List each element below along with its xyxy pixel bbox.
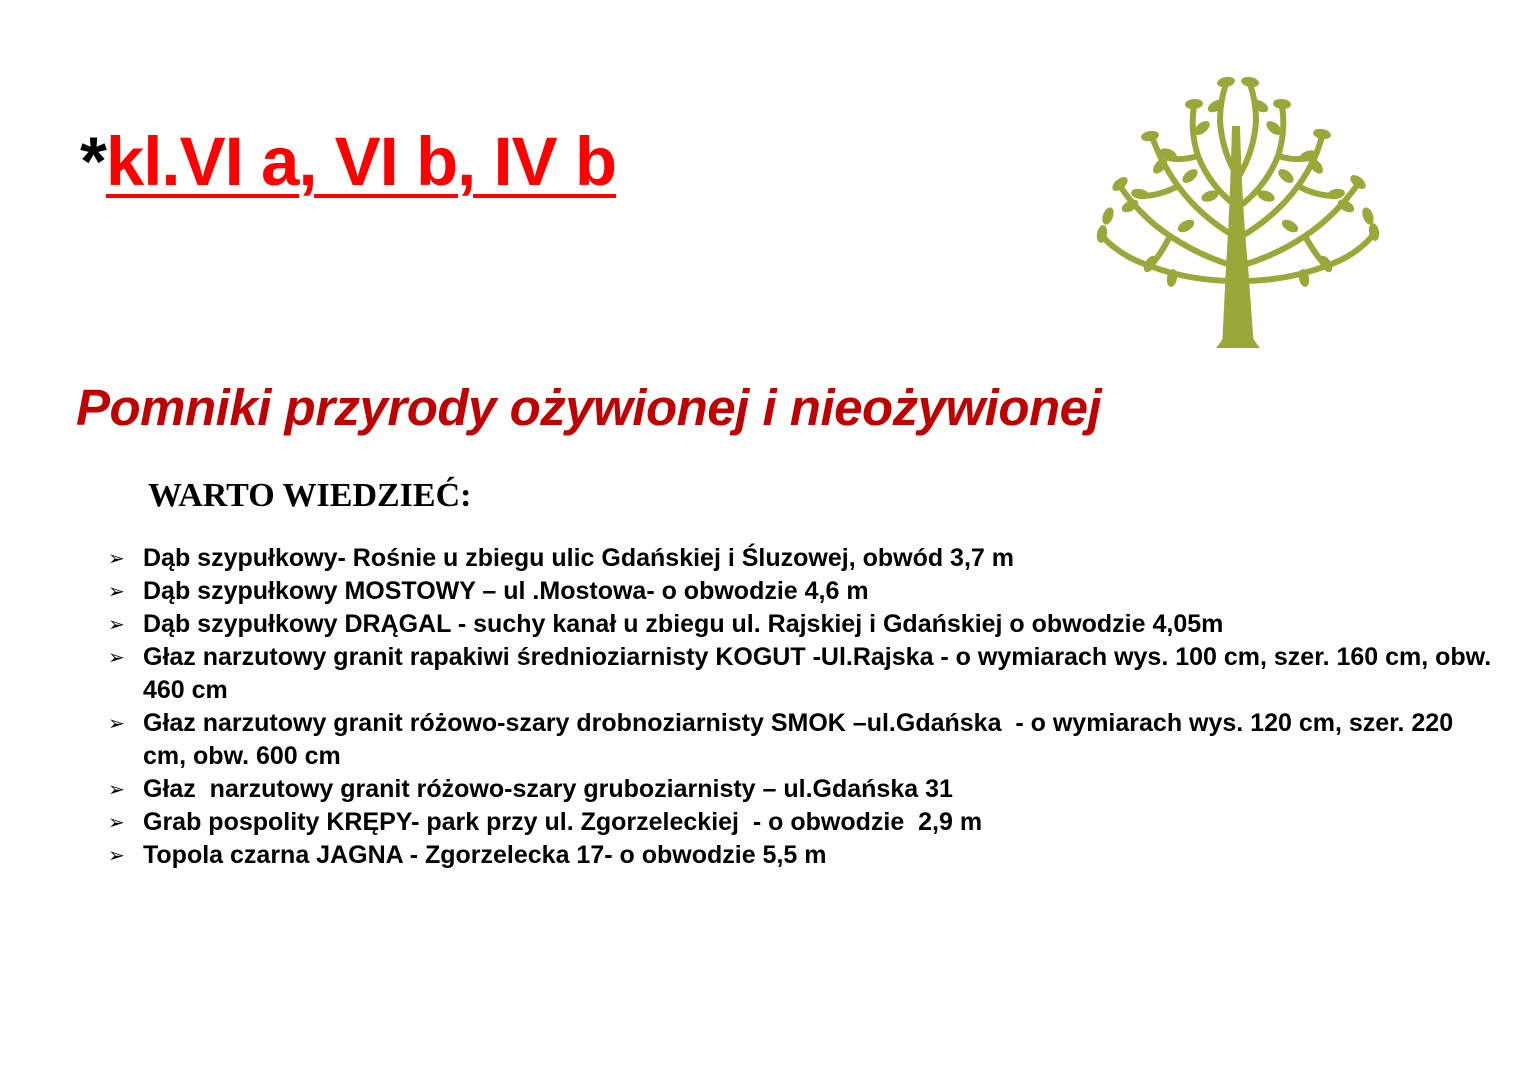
- list-item-text: Głaz narzutowy granit różowo-szary gruboziarnisty – ul.Gdańska 31: [143, 775, 953, 803]
- list-item: [108, 641, 1498, 707]
- section-heading: WARTO WIEDZIEĆ:: [148, 477, 472, 514]
- list-item: [108, 608, 1498, 641]
- list-item-text: Dąb szypułkowy MOSTOWY – ul .Mostowa- o obwodzie 4,6 m: [143, 577, 869, 605]
- page-title: [80, 122, 616, 202]
- list-item-text: Topola czarna JAGNA - Zgorzelecka 17- o obwodzie 5,5 m: [143, 841, 827, 869]
- list-item: [108, 575, 1498, 608]
- arrowhead-bullet-icon: ➢: [108, 612, 125, 636]
- arrowhead-bullet-icon: ➢: [108, 579, 125, 603]
- list-item: [108, 806, 1498, 839]
- list-item-text: Głaz narzutowy granit rapakiwi średnioziarnisty KOGUT -Ul.Rajska - o wymiarach wys. 100 cm, szer. 160 cm, obw. 460 cm: [143, 643, 1499, 704]
- list-item-text: Dąb szypułkowy DRĄGAL - suchy kanał u zbiegu ul. Rajskiej i Gdańskiej o obwodzie 4,05m: [143, 610, 1224, 638]
- list-item-text: Dąb szypułkowy- Rośnie u zbiegu ulic Gdańskiej i Śluzowej, obwód 3,7 m: [143, 544, 1014, 572]
- tree-icon: [1090, 66, 1385, 348]
- arrowhead-bullet-icon: ➢: [108, 711, 125, 735]
- list-item-text: Grab pospolity KRĘPY- park przy ul. Zgorzeleckiej - o obwodzie 2,9 m: [143, 808, 983, 836]
- list-item: [108, 773, 1498, 806]
- list-item-text: Głaz narzutowy granit różowo-szary drobnoziarnisty SMOK –ul.Gdańska - o wymiarach wys. 120 cm, szer. 220 cm, obw. 600 cm: [143, 709, 1461, 770]
- arrowhead-bullet-icon: ➢: [108, 546, 125, 570]
- arrowhead-bullet-icon: ➢: [108, 810, 125, 834]
- list-item: [108, 707, 1498, 773]
- title-class-list: kl.VI a, VI b, IV b: [105, 123, 617, 200]
- facts-list: [108, 542, 1498, 872]
- list-item: [108, 542, 1498, 575]
- page-subtitle: Pomniki przyrody ożywionej i nieożywionej: [76, 379, 1102, 436]
- arrowhead-bullet-icon: ➢: [108, 645, 125, 669]
- title-asterisk: *: [80, 123, 106, 200]
- arrowhead-bullet-icon: ➢: [108, 843, 125, 867]
- arrowhead-bullet-icon: ➢: [108, 777, 125, 801]
- list-item: [108, 839, 1498, 872]
